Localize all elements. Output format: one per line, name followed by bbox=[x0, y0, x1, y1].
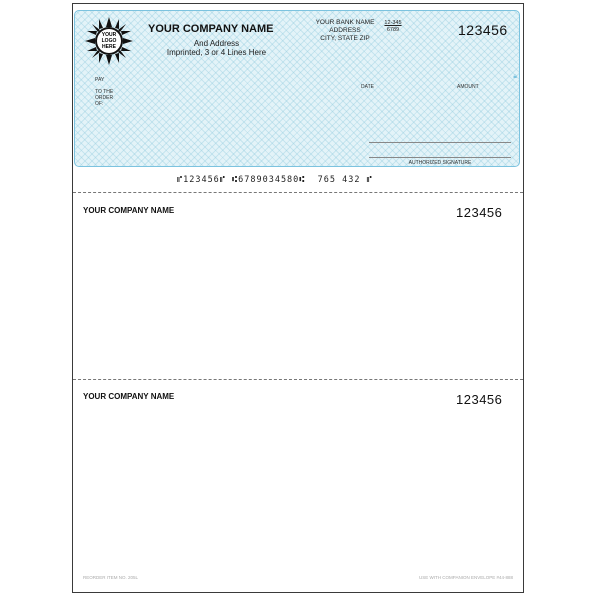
routing-fraction-top: 12-345 bbox=[384, 20, 402, 26]
perforation-line bbox=[73, 379, 523, 380]
stub-check-number: 123456 bbox=[456, 392, 503, 407]
date-label: DATE bbox=[361, 84, 374, 90]
order-label: TO THE ORDER OF: bbox=[95, 89, 114, 107]
security-lock-icon: 🔒︎ bbox=[513, 73, 517, 80]
reorder-footer: REORDER ITEM NO. 205L bbox=[83, 575, 139, 580]
bank-city-state-zip: CITY, STATE ZIP bbox=[320, 35, 370, 42]
bank-address: ADDRESS bbox=[329, 27, 361, 34]
signature-line bbox=[369, 142, 511, 143]
check-face bbox=[74, 10, 520, 167]
amount-label: AMOUNT bbox=[457, 84, 479, 90]
check-number: 123456 bbox=[458, 22, 508, 38]
company-logo bbox=[85, 17, 133, 65]
stub-company-name: YOUR COMPANY NAME bbox=[83, 392, 175, 401]
company-address-line: Imprinted, 3 or 4 Lines Here bbox=[166, 48, 267, 57]
bank-name: YOUR BANK NAME bbox=[315, 19, 375, 26]
logo-placeholder-text: YOUR LOGO HERE bbox=[101, 32, 117, 50]
company-name: YOUR COMPANY NAME bbox=[148, 23, 274, 35]
envelope-footer: USE WITH COMPANION ENVELOPE #44-888 bbox=[419, 575, 513, 580]
signature-line bbox=[369, 157, 511, 158]
perforation-line bbox=[73, 192, 523, 193]
company-address-line: And Address bbox=[193, 39, 240, 48]
routing-fraction-bottom: 6789 bbox=[386, 27, 400, 33]
micr-line: ⑈123456⑈ ⑆6789034580⑆ 765 432 ⑈ bbox=[177, 175, 373, 185]
stub-check-number: 123456 bbox=[456, 205, 503, 220]
signature-label: AUTHORIZED SIGNATURE bbox=[408, 160, 472, 166]
stub-company-name: YOUR COMPANY NAME bbox=[83, 206, 175, 215]
pay-label: PAY bbox=[95, 77, 105, 83]
check-sheet bbox=[72, 3, 524, 593]
